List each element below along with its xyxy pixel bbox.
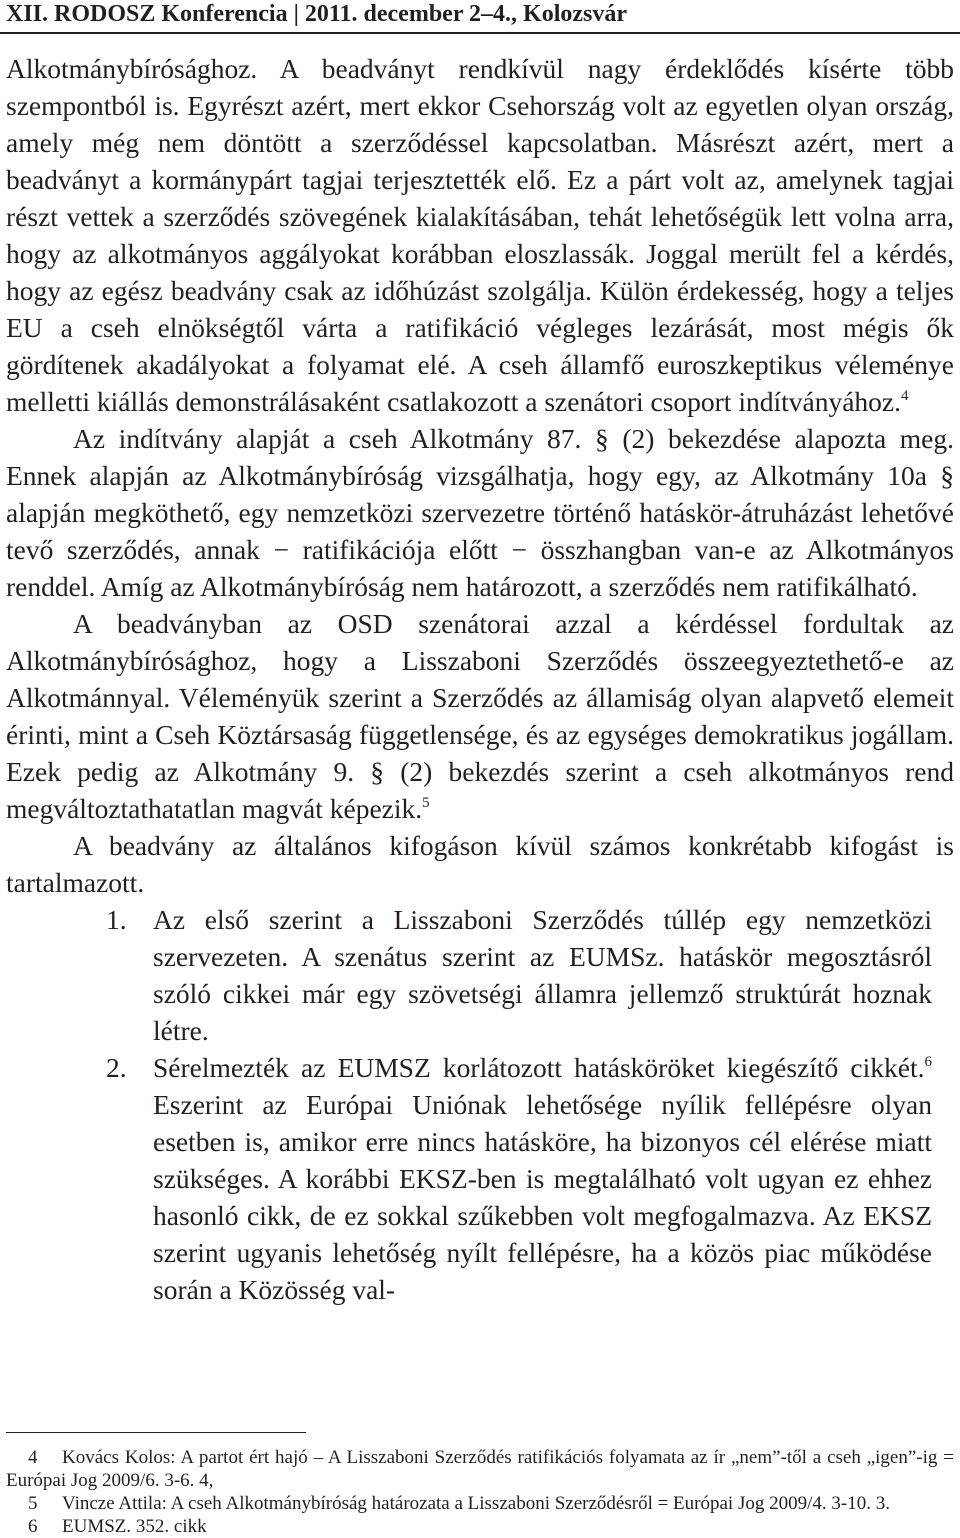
paragraph-text: Az indítvány alapját a cseh Alkotmány 87. § (2) bekezdése alapozta meg. Ennek alapján az Alkotmánybíróság vizsgálhatja, hogy egy, az Alkotmány 10a § alapján megköthető, egy nemzetközi szervezetre történő hatáskör-átruházást lehetővé tevő szerződés, annak − ratifikációja előtt − összhangban van-e az Alkotmányos renddel. Amíg az Alkotmánybíróság nem határozott, a szerződés nem ratifikálható. <box>6 423 954 602</box>
footnote <box>6 1446 954 1492</box>
footnote-rule <box>6 1432 306 1433</box>
footnotes <box>6 1446 954 1538</box>
paragraph <box>6 827 954 901</box>
running-header <box>6 0 960 30</box>
footnote-text: Vincze Attila: A cseh Alkotmánybíróság határozata a Lisszaboni Szerződésről = Európai Jog 2009/4. 3-10. 3. <box>62 1493 890 1514</box>
footnote-number: 6 <box>28 1516 38 1537</box>
list-item <box>6 1049 954 1308</box>
footnote-text: Kovács Kolos: A partot ért hajó – A Lisszaboni Szerződés ratifikációs folyamata az ír „nem”-től a cseh „igen”-ig = Európai Jog 2009/6. 3-6. 4, <box>6 1447 954 1491</box>
header-rule <box>0 32 960 34</box>
footnote-number: 5 <box>28 1493 38 1514</box>
paragraph-text: Alkotmánybírósághoz. A beadványt rendkívül nagy érdeklődés kísérte több szempontból is. Egyrészt azért, mert ekkor Csehország volt az egyetlen olyan ország, amely még nem döntött a szerződéssel kapcsolatban. Másrészt azért, mert a beadványt a kormánypárt tagjai terjesztették elő. Ez a párt volt az, amelynek tagjai részt vettek a szerződés szövegének kialakításában, tehát lehetőségük lett volna arra, hogy az alkotmányos aggályokat korábban eloszlassák. Joggal merült fel a kérdés, hogy az egész beadvány csak az időhúzást szolgálja. Külön érdekesség, hogy a teljes EU a cseh elnökségtől várta a ratifikáció végleges lezárását, most mégis ők gördítenek akadályokat a folyamat elé. A cseh államfő euroszkeptikus véleménye melletti kiállás demonstrálásaként csatlakozott a szenátori csoport indítványához. <box>6 53 954 417</box>
footnote-ref: 6 <box>924 1054 932 1070</box>
footnote-text: EUMSZ. 352. cikk <box>62 1516 207 1537</box>
list-item-text: Sérelmezték az EUMSZ korlátozott hatásköröket kiegészítő cikkét. <box>153 1052 925 1083</box>
list-item-text: Az első szerint a Lisszaboni Szerződés túllép egy nemzetközi szervezeten. A szenátus szerint az EUMSz. hatáskör megosztásról szóló cikkei már egy szövetségi államra jellemző struktúrát hoznak létre. <box>153 904 932 1046</box>
list-number: 2. <box>106 1052 127 1083</box>
list-number: 1. <box>106 904 127 935</box>
numbered-list <box>6 901 954 1308</box>
paragraph-text: A beadvány az általános kifogáson kívül számos konkrétabb kifogást is tartalmazott. <box>6 830 954 898</box>
footnote-ref: 5 <box>422 795 430 811</box>
list-item-text: Eszerint az Európai Uniónak lehetősége nyílik fellépésre olyan esetben is, amikor erre nincs hatásköre, ha bizonyos cél elérése miatt szükséges. A korábbi EKSZ-ben is megtalálható volt ugyan ez ehhez hasonló cikk, de ez sokkal szűkebben volt megfogalmazva. Az EKSZ szerint ugyanis lehetőség nyílt fellépésre, ha a közös piac működése során a Közösség val- <box>153 1089 932 1305</box>
running-header-text: XII. RODOSZ Konferencia | 2011. december 2–4., Kolozsvár <box>6 1 628 27</box>
paragraph-text: A beadványban az OSD szenátorai azzal a kérdéssel fordultak az Alkotmánybírósághoz, hogy a Lisszaboni Szerződés összeegyeztethető-e az Alkotmánnyal. Véleményük szerint a Szerződés az államiság olyan alapvető elemeit érinti, mint a Cseh Köztársaság függetlensége, és az egységes demokratikus jogállam. Ezek pedig az Alkotmány 9. § (2) bekezdés szerint a cseh alkotmányos rend megváltoztathatatlan magvát képezik. <box>6 608 954 824</box>
main-text <box>6 50 954 1308</box>
paragraph <box>6 605 954 827</box>
footnote-number: 4 <box>28 1447 38 1468</box>
footnote <box>6 1492 954 1515</box>
paragraph <box>6 420 954 605</box>
list-item <box>6 901 954 1049</box>
footnote <box>6 1515 954 1538</box>
paragraph-continuation <box>6 50 954 420</box>
footnote-ref: 4 <box>901 388 909 404</box>
